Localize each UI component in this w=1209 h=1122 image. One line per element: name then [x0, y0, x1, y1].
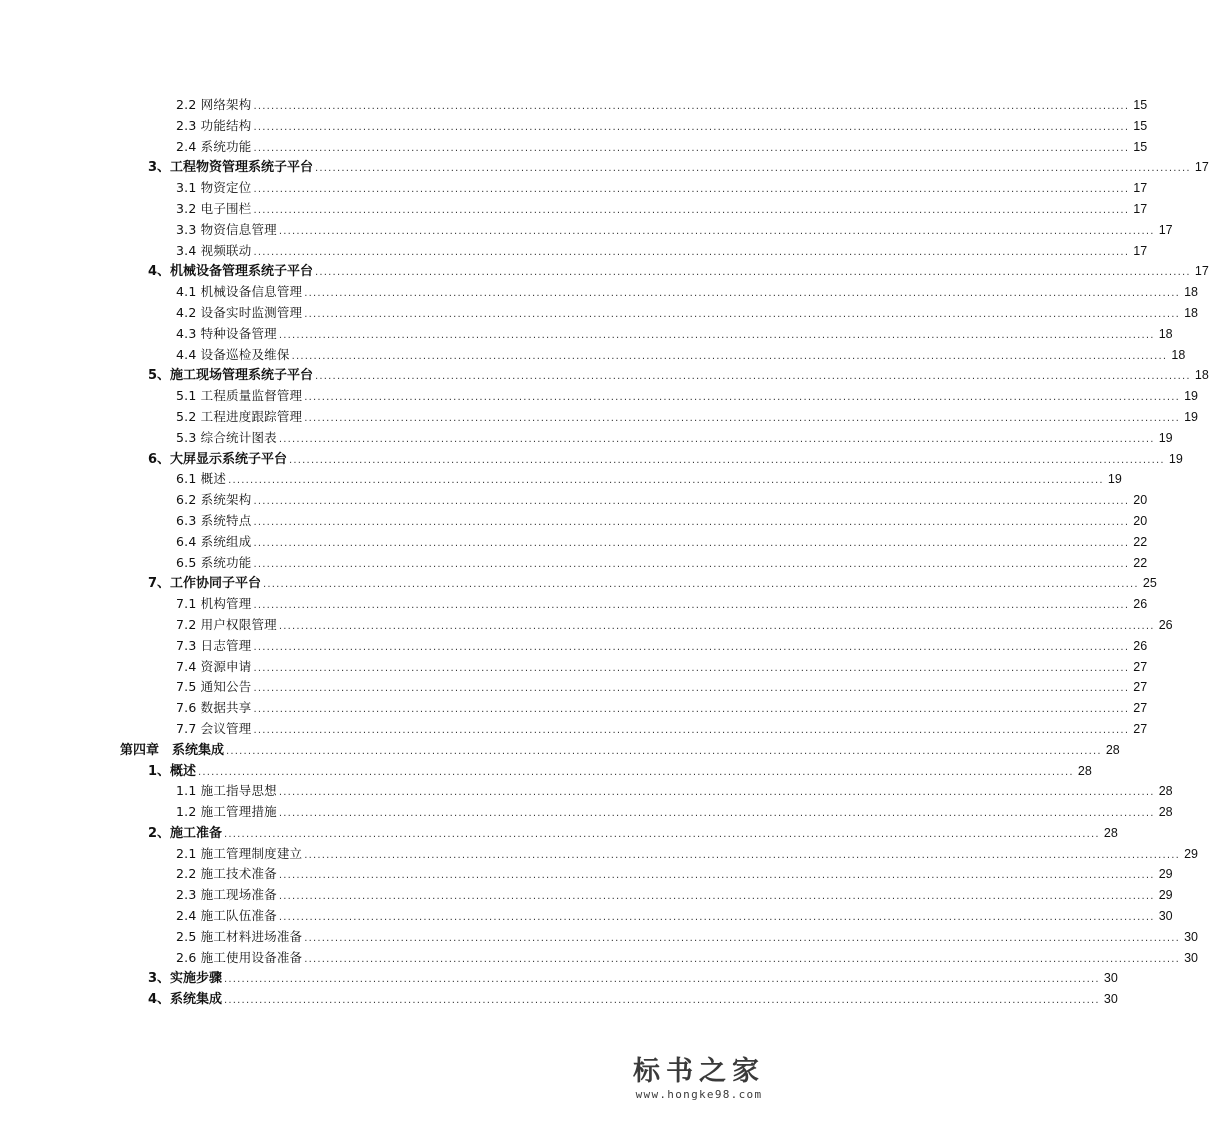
dot-leader: ........................................................................................................................................................................................................ [224, 828, 1100, 840]
toc-entry[interactable] [0, 802, 1173, 823]
toc-entry-page-number: 15 [1133, 118, 1148, 133]
dot-leader: ........................................................................................................................................................................................................ [278, 433, 1155, 445]
toc-entry-title: 3.4 视频联动 [176, 242, 252, 258]
toc-entry[interactable] [0, 761, 1092, 782]
toc-entry-title: 1.2 施工管理措施 [176, 804, 277, 820]
dot-leader: ........................................................................................................................................................................................................ [315, 371, 1191, 383]
toc-entry[interactable] [0, 261, 1209, 282]
toc-entry-page-number: 17 [1133, 201, 1148, 216]
toc-entry[interactable] [0, 116, 1148, 137]
toc-entry-title: 3、实施步骤 [148, 971, 223, 987]
toc-entry[interactable] [0, 885, 1173, 906]
toc-entry-title: 7.3 日志管理 [176, 637, 252, 653]
toc-entry[interactable] [0, 615, 1173, 636]
toc-entry[interactable] [0, 407, 1199, 428]
toc-entry-page-number: 27 [1133, 659, 1148, 674]
dot-leader: ........................................................................................................................................................................................................ [278, 620, 1155, 632]
toc-entry[interactable] [0, 698, 1148, 719]
dot-leader: ........................................................................................................................................................................................................ [304, 412, 1181, 424]
dot-leader: ........................................................................................................................................................................................................ [263, 579, 1139, 591]
toc-entry-title: 7.4 资源申请 [176, 658, 252, 674]
toc-entry-page-number: 20 [1133, 513, 1148, 528]
toc-entry[interactable] [0, 948, 1199, 969]
dot-leader: ........................................................................................................................................................................................................ [253, 204, 1130, 216]
dot-leader: ........................................................................................................................................................................................................ [278, 870, 1155, 882]
watermark-logo [619, 1056, 779, 1102]
toc-entry-page-number: 17 [1194, 160, 1209, 175]
toc-entry-title: 7.7 会议管理 [176, 720, 252, 736]
toc-entry[interactable] [0, 449, 1183, 470]
toc-entry-page-number: 28 [1105, 742, 1120, 757]
toc-entry-page-number: 17 [1158, 222, 1173, 237]
dot-leader: ........................................................................................................................................................................................................ [315, 267, 1191, 279]
toc-entry-page-number: 19 [1158, 430, 1173, 445]
toc-entry-title: 2.2 施工技术准备 [176, 866, 277, 882]
toc-entry[interactable] [0, 469, 1122, 490]
dot-leader: ........................................................................................................................................................................................................ [253, 537, 1130, 549]
dot-leader: ........................................................................................................................................................................................................ [253, 121, 1130, 133]
toc-entry-page-number: 22 [1133, 534, 1148, 549]
toc-entry-title: 2、施工准备 [148, 825, 223, 841]
watermark-title: 标书之家 [633, 1056, 765, 1087]
toc-entry-title: 4.3 特种设备管理 [176, 325, 277, 341]
toc-entry-page-number: 17 [1133, 243, 1148, 258]
dot-leader: ........................................................................................................................................................................................................ [253, 641, 1130, 653]
toc-entry-title: 5.2 工程进度跟踪管理 [176, 408, 303, 424]
toc-entry[interactable] [0, 968, 1118, 989]
toc-entry-title: 2.5 施工材料进场准备 [176, 928, 303, 944]
dot-leader: ........................................................................................................................................................................................................ [278, 329, 1155, 341]
toc-entry-title: 3.3 物资信息管理 [176, 221, 277, 237]
toc-entry-title: 6.1 概述 [176, 471, 227, 487]
toc-entry-title: 4、系统集成 [148, 992, 223, 1008]
toc-entry-page-number: 30 [1184, 950, 1199, 965]
toc-entry-title: 3.1 物资定位 [176, 180, 252, 196]
toc-entry-page-number: 18 [1184, 285, 1199, 300]
table-of-contents [0, 95, 1209, 1010]
toc-entry-page-number: 18 [1171, 347, 1186, 362]
toc-entry-title: 1、概述 [148, 763, 197, 779]
toc-entry-page-number: 15 [1133, 98, 1148, 112]
watermark-url: www.hongke98.com [635, 1088, 763, 1101]
toc-entry-page-number: 30 [1103, 992, 1118, 1007]
dot-leader: ........................................................................................................................................................................................................ [289, 454, 1165, 466]
toc-entry-title: 6.5 系统功能 [176, 554, 252, 570]
toc-entry-title: 第四章 系统集成 [120, 742, 225, 758]
toc-entry-title: 3、工程物资管理系统子平台 [148, 160, 314, 176]
toc-entry-page-number: 28 [1077, 763, 1092, 778]
toc-entry-page-number: 28 [1158, 805, 1173, 820]
dot-leader: ........................................................................................................................................................................................................ [253, 558, 1130, 570]
dot-leader: ........................................................................................................................................................................................................ [315, 163, 1191, 175]
toc-entry-page-number: 20 [1133, 493, 1148, 508]
dot-leader: ........................................................................................................................................................................................................ [278, 787, 1155, 799]
toc-entry-page-number: 27 [1133, 721, 1148, 736]
toc-entry-page-number: 17 [1133, 181, 1148, 196]
toc-entry[interactable] [0, 657, 1148, 678]
toc-entry-title: 7.6 数据共享 [176, 700, 252, 716]
toc-entry[interactable] [0, 989, 1118, 1010]
toc-entry-page-number: 22 [1133, 555, 1148, 570]
toc-entry-page-number: 30 [1103, 971, 1118, 986]
dot-leader: ........................................................................................................................................................................................................ [253, 496, 1130, 508]
toc-entry-title: 1.1 施工指导思想 [176, 783, 277, 799]
toc-entry-title: 2.6 施工使用设备准备 [176, 949, 303, 965]
dot-leader: ........................................................................................................................................................................................................ [304, 308, 1181, 320]
toc-entry[interactable] [0, 157, 1209, 178]
toc-entry-page-number: 19 [1184, 409, 1199, 424]
toc-entry[interactable] [0, 428, 1173, 449]
dot-leader: ........................................................................................................................................................................................................ [253, 142, 1130, 154]
toc-entry[interactable] [0, 927, 1199, 948]
dot-leader: ........................................................................................................................................................................................................ [304, 932, 1181, 944]
toc-entry[interactable] [0, 95, 1148, 116]
toc-entry[interactable] [0, 719, 1148, 740]
toc-entry-title: 2.2 网络架构 [176, 97, 252, 112]
toc-entry-page-number: 30 [1158, 909, 1173, 924]
dot-leader: ........................................................................................................................................................................................................ [253, 704, 1130, 716]
toc-entry-page-number: 19 [1107, 472, 1122, 487]
toc-entry-page-number: 26 [1133, 638, 1148, 653]
toc-entry-title: 5.1 工程质量监督管理 [176, 388, 303, 404]
toc-entry[interactable] [0, 324, 1173, 345]
dot-leader: ........................................................................................................................................................................................................ [291, 350, 1168, 362]
dot-leader: ........................................................................................................................................................................................................ [304, 392, 1181, 404]
dot-leader: ........................................................................................................................................................................................................ [253, 683, 1130, 695]
toc-entry-title: 6.4 系统组成 [176, 533, 252, 549]
dot-leader: ........................................................................................................................................................................................................ [253, 184, 1130, 196]
toc-entry[interactable] [0, 781, 1173, 802]
toc-entry[interactable] [0, 677, 1148, 698]
toc-entry[interactable] [0, 594, 1148, 615]
toc-entry-title: 4.4 设备巡检及维保 [176, 346, 290, 362]
toc-entry-page-number: 18 [1194, 368, 1209, 383]
toc-entry-title: 2.3 功能结构 [176, 117, 252, 133]
toc-entry[interactable] [0, 636, 1148, 657]
toc-entry[interactable] [0, 532, 1148, 553]
toc-entry-title: 4.1 机械设备信息管理 [176, 284, 303, 300]
toc-entry[interactable] [0, 573, 1157, 594]
toc-entry[interactable] [0, 199, 1148, 220]
toc-entry-title: 2.4 施工队伍准备 [176, 908, 277, 924]
dot-leader: ........................................................................................................................................................................................................ [253, 724, 1130, 736]
toc-entry-page-number: 29 [1158, 867, 1173, 882]
toc-entry[interactable] [0, 345, 1186, 366]
dot-leader: ........................................................................................................................................................................................................ [224, 974, 1100, 986]
toc-entry-page-number: 17 [1194, 264, 1209, 279]
dot-leader: ........................................................................................................................................................................................................ [253, 662, 1130, 674]
dot-leader: ........................................................................................................................................................................................................ [278, 891, 1155, 903]
toc-entry-page-number: 27 [1133, 680, 1148, 695]
toc-entry-page-number: 25 [1142, 576, 1157, 591]
toc-entry-title: 6.3 系统特点 [176, 512, 252, 528]
dot-leader: ........................................................................................................................................................................................................ [224, 995, 1100, 1007]
toc-entry-title: 5、施工现场管理系统子平台 [148, 368, 314, 384]
toc-entry-page-number: 19 [1184, 389, 1199, 404]
toc-entry-title: 2.3 施工现场准备 [176, 887, 277, 903]
dot-leader: ........................................................................................................................................................................................................ [278, 912, 1155, 924]
toc-entry[interactable] [0, 864, 1173, 885]
toc-entry[interactable] [0, 178, 1148, 199]
toc-entry[interactable] [0, 241, 1148, 262]
dot-leader: ........................................................................................................................................................................................................ [278, 225, 1155, 237]
toc-entry-title: 7.1 机构管理 [176, 596, 252, 612]
toc-entry-title: 4.2 设备实时监测管理 [176, 304, 303, 320]
toc-entry-page-number: 30 [1184, 929, 1199, 944]
toc-entry-page-number: 18 [1184, 305, 1199, 320]
dot-leader: ........................................................................................................................................................................................................ [253, 246, 1130, 258]
toc-entry-title: 7.5 通知公告 [176, 679, 252, 695]
dot-leader: ........................................................................................................................................................................................................ [253, 101, 1130, 112]
toc-entry[interactable] [0, 137, 1148, 158]
toc-entry-page-number: 18 [1158, 326, 1173, 341]
dot-leader: ........................................................................................................................................................................................................ [304, 953, 1181, 965]
toc-entry[interactable] [0, 553, 1148, 574]
dot-leader: ........................................................................................................................................................................................................ [278, 808, 1155, 820]
toc-entry-title: 3.2 电子围栏 [176, 200, 252, 216]
toc-entry-page-number: 26 [1133, 597, 1148, 612]
dot-leader: ........................................................................................................................................................................................................ [228, 475, 1104, 487]
dot-leader: ........................................................................................................................................................................................................ [253, 600, 1130, 612]
toc-entry-title: 2.4 系统功能 [176, 138, 252, 154]
toc-entry[interactable] [0, 906, 1173, 927]
toc-entry[interactable] [0, 365, 1209, 386]
toc-entry[interactable] [0, 511, 1148, 532]
toc-entry[interactable] [0, 220, 1173, 241]
toc-entry-page-number: 28 [1158, 784, 1173, 799]
toc-entry-page-number: 15 [1133, 139, 1148, 154]
toc-entry-title: 6、大屏显示系统子平台 [148, 451, 288, 467]
dot-leader: ........................................................................................................................................................................................................ [226, 745, 1102, 757]
toc-entry[interactable] [0, 282, 1199, 303]
toc-entry[interactable] [0, 823, 1118, 844]
toc-entry-page-number: 29 [1158, 888, 1173, 903]
dot-leader: ........................................................................................................................................................................................................ [198, 766, 1074, 778]
toc-entry-title: 7、工作协同子平台 [148, 576, 262, 592]
toc-entry[interactable] [0, 490, 1148, 511]
toc-entry-title: 4、机械设备管理系统子平台 [148, 264, 314, 280]
toc-entry[interactable] [0, 740, 1120, 761]
toc-entry-title: 7.2 用户权限管理 [176, 616, 277, 632]
toc-entry-page-number: 28 [1103, 825, 1118, 840]
dot-leader: ........................................................................................................................................................................................................ [304, 849, 1181, 861]
toc-entry-page-number: 19 [1168, 451, 1183, 466]
toc-entry[interactable] [0, 386, 1199, 407]
toc-entry[interactable] [0, 303, 1199, 324]
toc-entry-title: 5.3 综合统计图表 [176, 429, 277, 445]
dot-leader: ........................................................................................................................................................................................................ [253, 516, 1130, 528]
toc-entry-title: 2.1 施工管理制度建立 [176, 845, 303, 861]
toc-entry-page-number: 27 [1133, 701, 1148, 716]
toc-entry-page-number: 26 [1158, 617, 1173, 632]
dot-leader: ........................................................................................................................................................................................................ [304, 288, 1181, 300]
toc-entry-title: 6.2 系统架构 [176, 492, 252, 508]
toc-entry-page-number: 29 [1184, 846, 1199, 861]
toc-entry[interactable] [0, 844, 1199, 865]
